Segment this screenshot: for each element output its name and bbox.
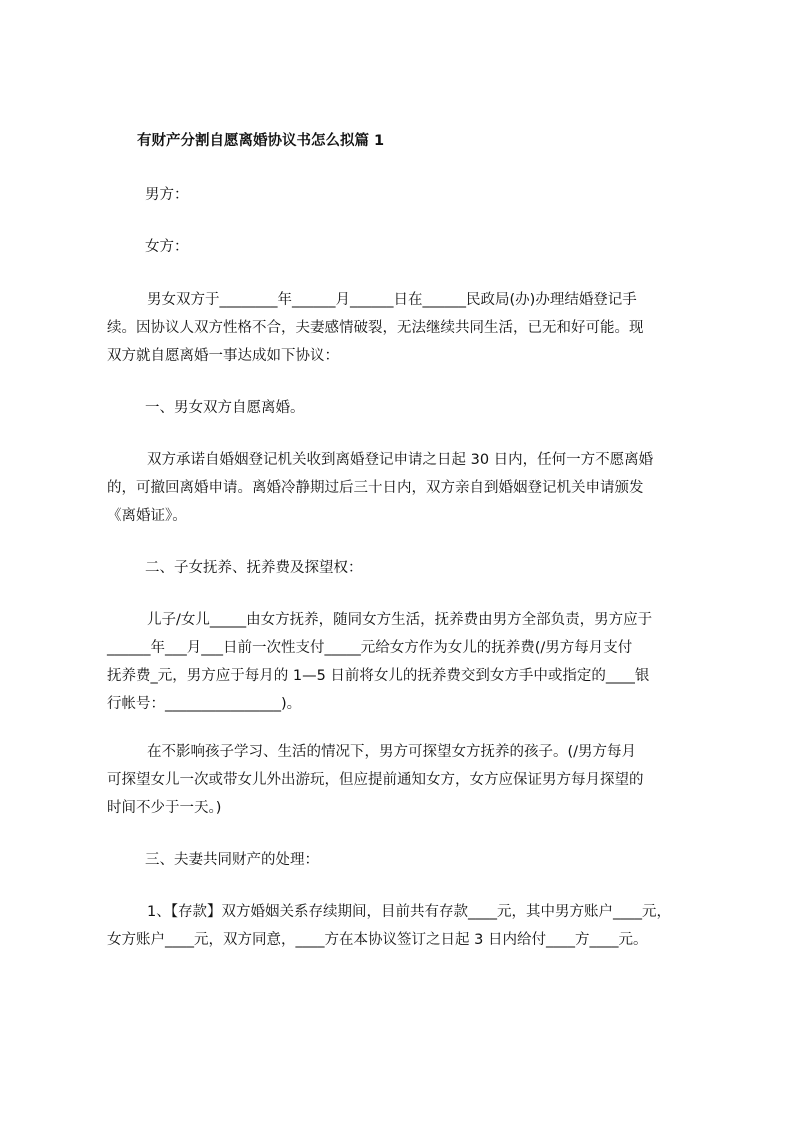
section-1-line-3: 《离婚证》。 [107, 508, 187, 524]
section-3-p1-line-2: 女方账户____元，双方同意，____方在本协议签订之日起 3 日内给付____方____元。 [107, 932, 648, 948]
section-2-p2-line-3: 时间不少于一天。) [107, 800, 222, 816]
section-2-p1-line-2: ______年___月___日前一次性支付_____元给女方作为女儿的抚养费(/男方每月支付 [107, 640, 633, 656]
wife-label: 女方： [145, 239, 189, 255]
section-3-p1-line-1: 1、【存款】双方婚姻关系存续期间，目前共有存款____元，其中男方账户____元， [147, 904, 671, 920]
husband-label: 男方： [145, 187, 189, 203]
section-3-heading: 三、夫妻共同财产的处理： [145, 852, 319, 868]
section-1-paragraph [107, 446, 653, 530]
section-2-paragraph-1 [107, 606, 652, 718]
section-1-line-1: 双方承诺自婚姻登记机关收到离婚登记申请之日起 30 日内，任何一方不愿离婚 [147, 452, 654, 468]
section-2-p2-line-2: 可探望女儿一次或带女儿外出游玩，但应提前通知女方，女方应保证男方每月探望的 [107, 772, 644, 788]
section-3-paragraph-1 [107, 898, 671, 954]
intro-line-3: 双方就自愿离婚一事达成如下协议： [107, 348, 339, 364]
section-2-paragraph-2 [107, 738, 644, 822]
section-1-heading: 一、男女双方自愿离婚。 [145, 400, 305, 416]
intro-line-1: 男女双方于________年______月______日在______民政局(办)办理结婚登记手 [147, 292, 637, 308]
section-2-p1-line-1: 儿子/女儿_____由女方抚养，随同女方生活，抚养费由男方全部负责，男方应于 [147, 612, 653, 628]
intro-paragraph [107, 286, 644, 370]
section-1-line-2: 的，可撤回离婚申请。离婚冷静期过后三十日内，双方亲自到婚姻登记机关申请颁发 [107, 480, 644, 496]
section-2-heading: 二、子女抚养、抚养费及探望权： [145, 560, 363, 576]
intro-line-2: 续。因协议人双方性格不合，夫妻感情破裂，无法继续共同生活，已无和好可能。现 [107, 320, 644, 336]
section-2-p1-line-4: 行帐号：________________)。 [107, 696, 302, 712]
section-2-p1-line-3: 抚养费_元，男方应于每月的 1—5 日前将女儿的抚养费交到女方手中或指定的____银 [107, 668, 650, 684]
section-2-p2-line-1: 在不影响孩子学习、生活的情况下，男方可探望女方抚养的孩子。(/男方每月 [147, 744, 637, 760]
document-title: 有财产分割自愿离婚协议书怎么拟篇 1 [137, 133, 385, 149]
